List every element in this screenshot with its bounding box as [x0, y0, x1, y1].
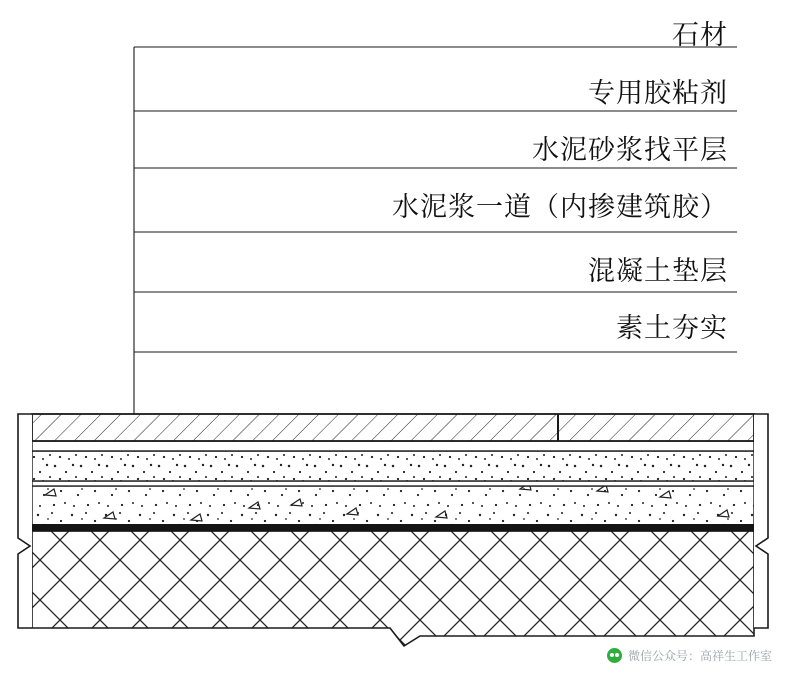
label-layer-4: 水泥浆一道（内掺建筑胶）	[392, 192, 728, 222]
layer-concrete	[32, 483, 754, 531]
watermark	[607, 647, 772, 664]
layer-soil	[32, 531, 754, 646]
label-layer-3: 水泥砂浆找平层	[532, 135, 728, 165]
layer-adhesive	[32, 441, 754, 451]
layer-stone	[32, 414, 754, 441]
label-layer-5: 混凝土垫层	[588, 256, 728, 286]
watermark-text: 微信公众号：高祥生工作室	[627, 649, 772, 663]
wechat-icon	[607, 648, 622, 663]
label-layer-1: 石材	[672, 20, 728, 50]
label-layer-2: 专用胶粘剂	[588, 78, 728, 108]
layer-mortar	[32, 451, 754, 481]
layer-cement-slurry	[32, 481, 754, 486]
label-layer-6: 素土夯实	[616, 313, 728, 343]
